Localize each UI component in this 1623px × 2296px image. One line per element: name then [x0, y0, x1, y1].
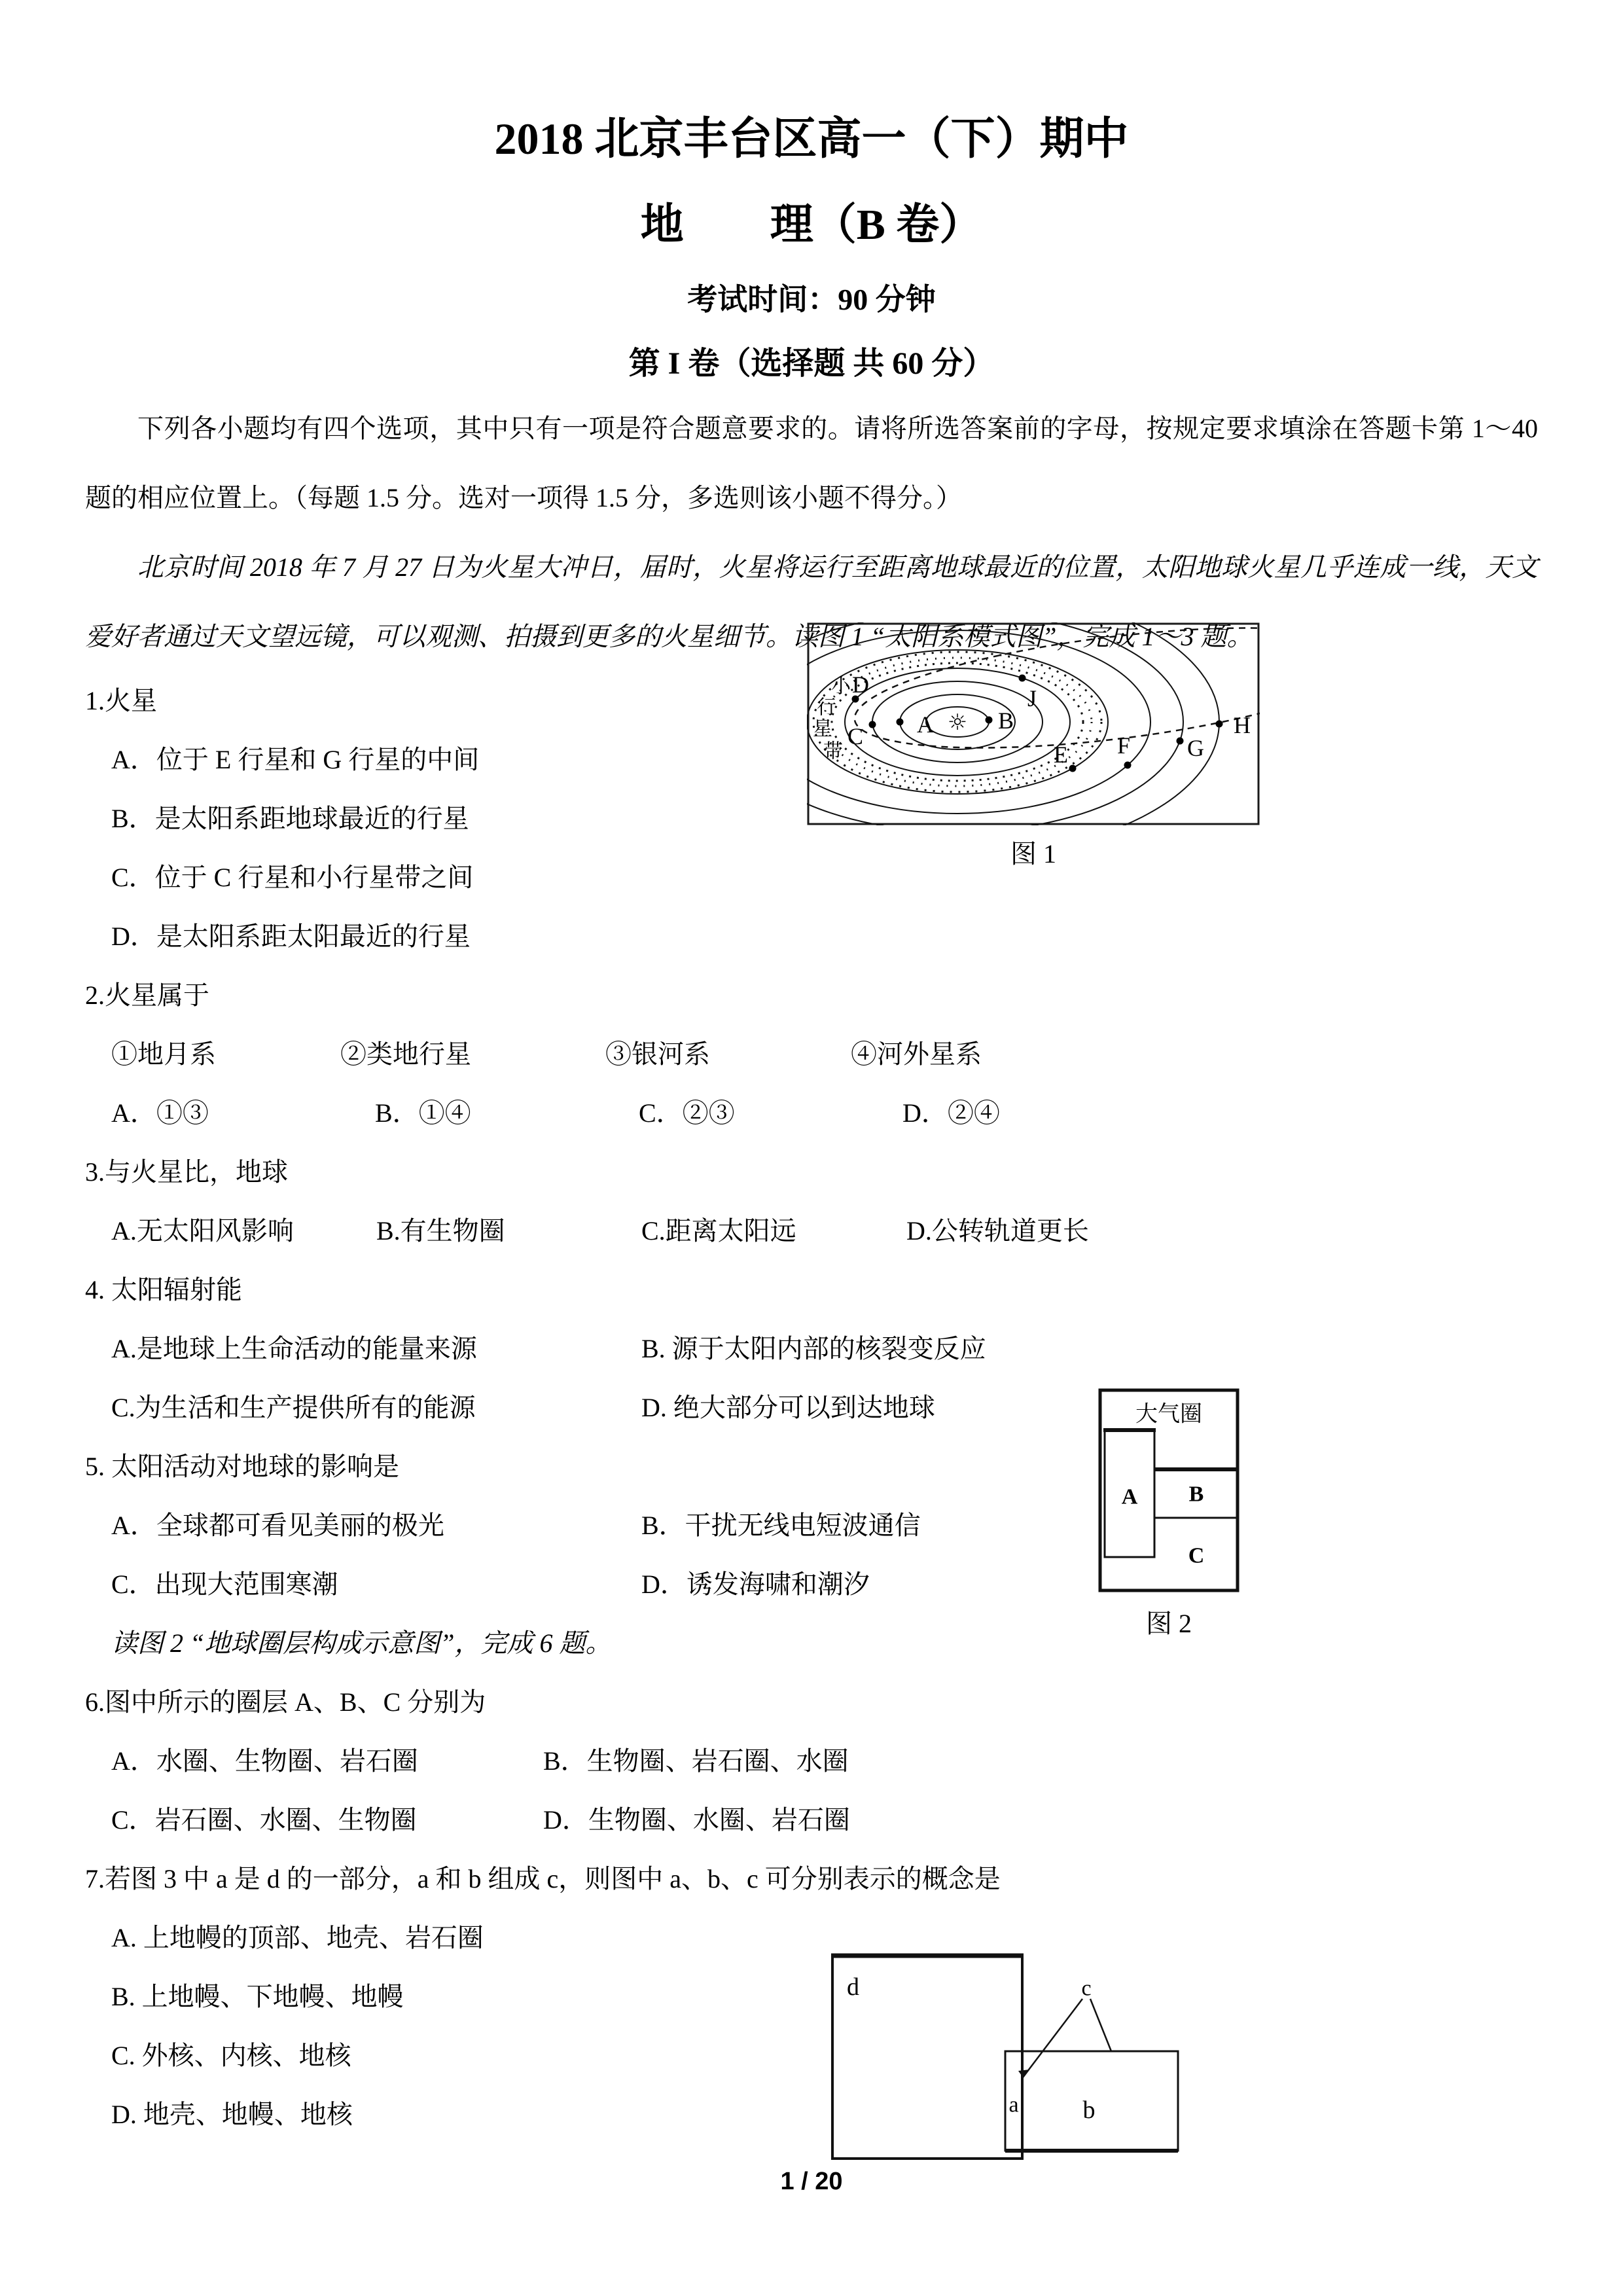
option-c: C．位于 C 行星和小行星带之间 [111, 863, 474, 892]
belt-label-char: 小 [831, 675, 851, 698]
page-number: 1 / 20 [780, 2168, 843, 2195]
question-5-options-ab [85, 1496, 1538, 1555]
option-b: B．生物圈、岩石圈、水圈 [543, 1746, 849, 1776]
option-d: D.公转轨道更长 [906, 1216, 1089, 1246]
option-b: B．干扰无线电短波通信 [641, 1511, 921, 1540]
option-d: D. 绝大部分可以到达地球 [641, 1393, 935, 1422]
option-d: D．诱发海啸和潮汐 [641, 1570, 870, 1599]
option-c: C. 外核、内核、地核 [111, 2041, 351, 2070]
set-label-b: b [1082, 2096, 1096, 2124]
option-b: B. 源于太阳内部的核裂变反应 [641, 1334, 986, 1363]
item-2: ②类地行星 [340, 1039, 471, 1069]
question-4-options-cd [85, 1378, 1538, 1437]
option-b: B．①④ [375, 1098, 471, 1128]
question-stem: 6.图中所示的圈层 A、B、C 分别为 [85, 1687, 486, 1717]
question-3 [85, 1143, 1538, 1261]
option-a: A.是地球上生命活动的能量来源 [111, 1334, 477, 1363]
item-1: ①地月系 [111, 1039, 216, 1069]
planet-label-d: D [852, 672, 869, 698]
set-label-c: c [1081, 1976, 1092, 2001]
set-label-a: a [1008, 2092, 1019, 2117]
question-1 [85, 672, 1538, 966]
option-a: A．①③ [111, 1098, 209, 1128]
question-2-items [85, 1025, 1538, 1084]
question-stem: 4. 太阳辐射能 [85, 1275, 242, 1304]
exam-header [85, 111, 1538, 385]
question-stem: 7.若图 3 中 a 是 d 的一部分，a 和 b 组成 c，则图中 a、b、c 可分别表示的概念是 [85, 1864, 1001, 1893]
atmosphere-label: 大气圈 [1135, 1402, 1202, 1427]
option-c: C.为生活和生产提供所有的能源 [111, 1393, 476, 1422]
planet-label-c: C [847, 723, 864, 749]
sphere-label-b: B [1188, 1482, 1204, 1507]
option-d: D．是太阳系距太阳最近的行星 [111, 922, 471, 951]
sphere-label-c: C [1188, 1543, 1205, 1568]
option-c: C．岩石圈、水圈、生物圈 [111, 1805, 417, 1835]
question-stem: 5. 太阳活动对地球的影响是 [85, 1452, 399, 1481]
exam-time: 考试时间：90 分钟 [687, 283, 936, 316]
sphere-label-a: A [1121, 1484, 1138, 1509]
option-c: C.距离太阳远 [641, 1216, 796, 1246]
subject-title: 地 理（B 卷） [640, 201, 983, 249]
planet-label-h: H [1234, 712, 1251, 738]
earth-spheres-diagram [1098, 1388, 1240, 1592]
question-2 [85, 966, 1538, 1143]
belt-label-char: 带 [823, 740, 843, 762]
question-5-options-cd [85, 1555, 1538, 1614]
sun-icon: ☼ [947, 709, 968, 736]
scenario-mars-text: 北京时间 2018 年 7 月 27 日为火星大冲日，届时，火星将运行至距离地球最近的位置，太阳地球火星几乎连成一线，天文爱好者通过天文望远镜，可以观测、拍摄到更多的火星细节。读图 1 “太阳系模式图”，完成 1～3 题。 [85, 552, 1538, 651]
item-4: ④河外星系 [851, 1039, 982, 1069]
figure-concept-sets [830, 1949, 1183, 2165]
option-a: A．位于 E 行星和 G 行星的中间 [111, 745, 480, 774]
option-b: B.有生物圈 [376, 1216, 505, 1246]
option-a: A.无太阳风影响 [111, 1216, 294, 1246]
question-6 [85, 1673, 1538, 1850]
answer-instructions: 下列各小题均有四个选项，其中只有一项是符合题意要求的。请将所选答案前的字母，按规定要求填涂在答题卡第 1～40 题的相应位置上。（每题 1.5 分。选对一项得 1.5 分，多选则该小题不得分。） [85, 414, 1538, 512]
planet-label-j: J [1027, 685, 1037, 711]
planet-label-f: F [1116, 732, 1131, 759]
reading-figure-2-text: 读图 2 “地球圈层构成示意图”，完成 6 题。 [111, 1628, 612, 1658]
option-d: D．②④ [902, 1098, 1000, 1128]
concept-sets-diagram [830, 1949, 1183, 2165]
question-6-options-cd [85, 1791, 1538, 1850]
page-title: 2018 北京丰台区高一（下）期中 [494, 114, 1129, 164]
option-a: A．水圈、生物圈、岩石圈 [111, 1746, 418, 1776]
figure-earth-spheres [1098, 1388, 1240, 1642]
question-stem: 1.火星 [85, 686, 157, 715]
belt-label-char: 行 [817, 696, 836, 719]
planet-label-a: A [917, 711, 934, 738]
question-4 [85, 1261, 1538, 1437]
option-a: A．全球都可看见美丽的极光 [111, 1511, 444, 1540]
option-b: B．是太阳系距地球最近的行星 [111, 804, 469, 833]
section-title: 第 I 卷（选择题 共 60 分） [628, 346, 995, 381]
option-d: D. 地壳、地幔、地核 [111, 2100, 353, 2129]
planet-label-b: B [998, 708, 1014, 734]
belt-label-char: 星 [813, 718, 832, 740]
question-stem: 3.与火星比，地球 [85, 1157, 288, 1187]
planet-label-e: E [1054, 742, 1068, 768]
option-b: B. 上地幔、下地幔、地幔 [111, 1982, 404, 2011]
question-2-options [85, 1084, 1538, 1143]
option-c: C．②③ [639, 1098, 735, 1128]
question-stem: 2.火星属于 [85, 980, 209, 1010]
question-6-options-ab [85, 1732, 1538, 1791]
figure-2-caption: 图 2 [1146, 1609, 1192, 1638]
question-4-options-ab [85, 1319, 1538, 1378]
option-d: D．生物圈、水圈、岩石圈 [543, 1805, 850, 1835]
option-a: A. 上地幔的顶部、地壳、岩石圈 [111, 1923, 484, 1952]
question-7 [85, 1850, 1538, 2144]
item-3: ③银河系 [605, 1039, 710, 1069]
set-label-d: d [847, 1973, 859, 2001]
figure-1-caption: 图 1 [1010, 839, 1056, 869]
page-content [85, 88, 1538, 2144]
option-c: C．出现大范围寒潮 [111, 1570, 338, 1599]
planet-label-g: G [1187, 735, 1204, 761]
question-3-options [85, 1202, 1538, 1261]
figure-solar-system [807, 622, 1260, 872]
solar-system-diagram [807, 622, 1260, 825]
